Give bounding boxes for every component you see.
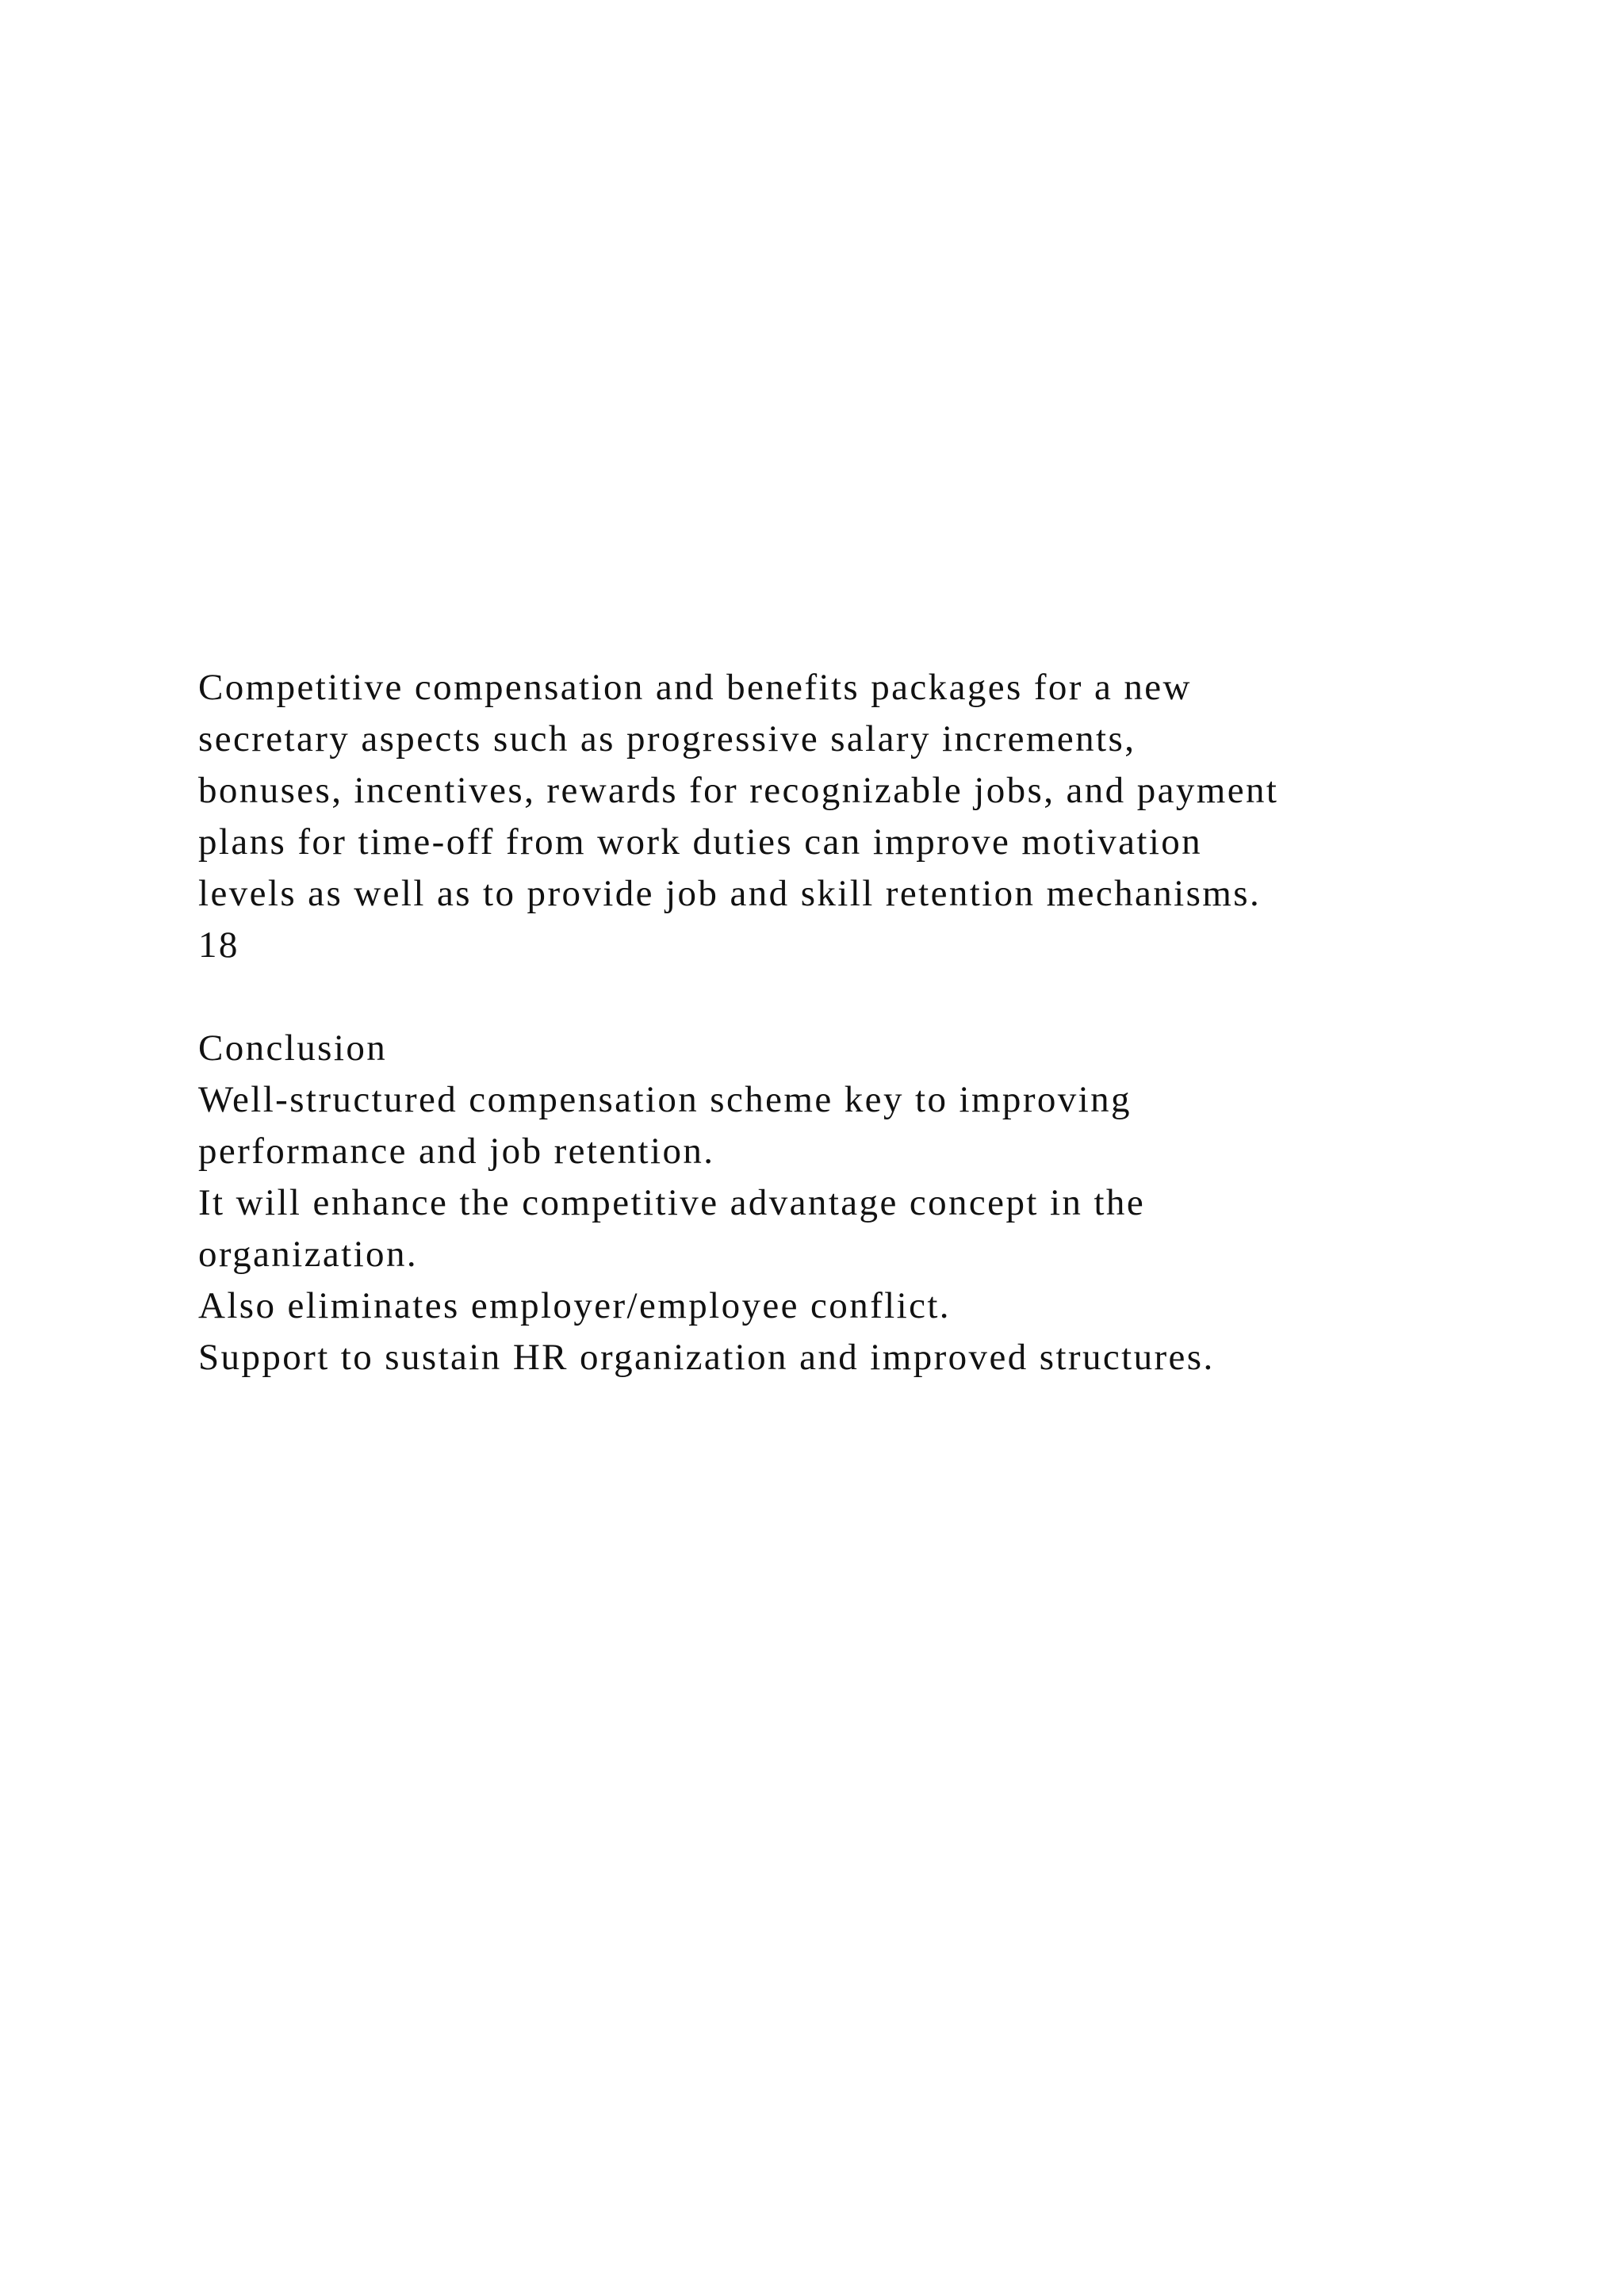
body-text-line: bonuses, incentives, rewards for recognizable jobs, and payment	[198, 770, 1279, 811]
conclusion-line: Well-structured compensation scheme key to improving	[198, 1079, 1132, 1120]
conclusion-line: Support to sustain HR organization and improved structures.	[198, 1337, 1215, 1378]
slide-number: 18	[198, 924, 239, 966]
body-text-line: plans for time-off from work duties can improve motivation	[198, 821, 1203, 863]
body-text-line: Competitive compensation and benefits packages for a new	[198, 667, 1192, 708]
conclusion-heading: Conclusion	[198, 1027, 388, 1069]
body-text-line: secretary aspects such as progressive salary increments,	[198, 718, 1136, 760]
document-text-block	[198, 662, 1546, 1383]
conclusion-line: performance and job retention.	[198, 1131, 715, 1172]
body-text-line: levels as well as to provide job and skill retention mechanisms.	[198, 873, 1262, 914]
spacer	[198, 971, 1546, 1023]
conclusion-line: organization.	[198, 1234, 419, 1275]
conclusion-line: Also eliminates employer/employee conflict.	[198, 1285, 951, 1326]
conclusion-line: It will enhance the competitive advantage concept in the	[198, 1182, 1146, 1223]
